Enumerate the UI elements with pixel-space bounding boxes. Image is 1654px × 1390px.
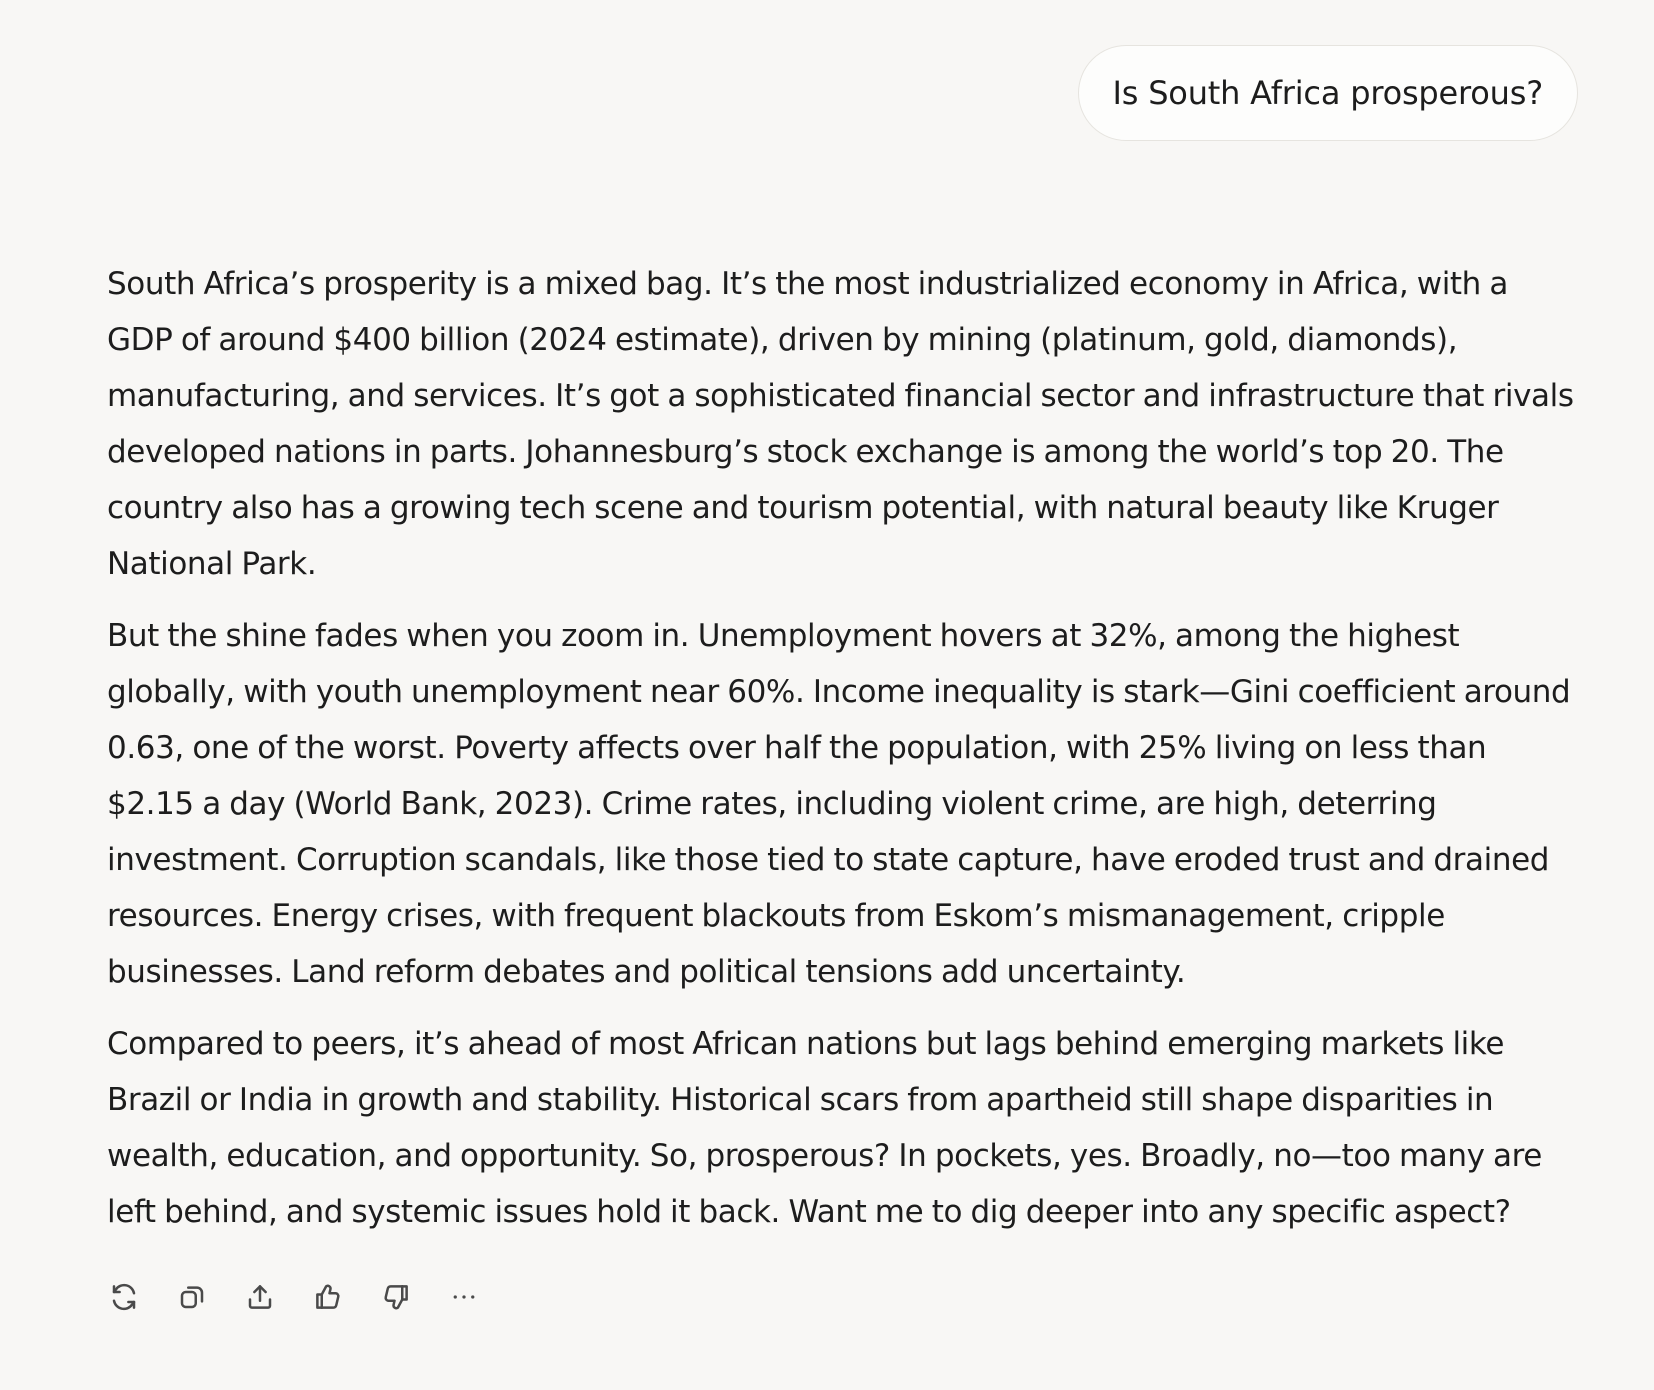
thumbs-up-button[interactable]: [308, 1277, 348, 1317]
more-icon: [449, 1282, 479, 1312]
assistant-response: [107, 256, 1577, 1256]
thumbs-down-button[interactable]: [376, 1277, 416, 1317]
response-paragraph-3: Compared to peers, it’s ahead of most African nations but lags behind emerging markets like Brazil or India in growth and stability. Historical scars from apartheid still shape disparities in wealth, education, and opportunity. So, prosperous? In pockets, yes. Broadly, no—too many are left behind, and systemic issues hold it back. Want me to dig deeper into any specific aspect?: [107, 1026, 1542, 1230]
copy-button[interactable]: [172, 1277, 212, 1317]
thumbs-down-icon: [381, 1282, 411, 1312]
share-icon: [245, 1282, 275, 1312]
copy-icon: [177, 1282, 207, 1312]
thumbs-up-icon: [313, 1282, 343, 1312]
response-paragraph-2: But the shine fades when you zoom in. Unemployment hovers at 32%, among the highest globally, with youth unemployment near 60%. Income inequality is stark—Gini coefficient around 0.63, one of the worst. Poverty affects over half the population, with 25% living on less than $2.15 a day (World Bank, 2023). Crime rates, including violent crime, are high, deterring investment. Corruption scandals, like those tied to state capture, have eroded trust and drained resources. Energy crises, with frequent blackouts from Eskom’s mismanagement, cripple businesses. Land reform debates and political tensions add uncertainty.: [107, 618, 1571, 990]
share-button[interactable]: [240, 1277, 280, 1317]
user-message-bubble: [1078, 45, 1578, 141]
user-message-text: Is South Africa prosperous?: [1112, 74, 1543, 112]
regenerate-button[interactable]: [104, 1277, 144, 1317]
regenerate-icon: [109, 1282, 139, 1312]
more-options-button[interactable]: [444, 1277, 484, 1317]
response-paragraph-1: South Africa’s prosperity is a mixed bag. It’s the most industrialized economy in Africa, with a GDP of around $400 billion (2024 estimate), driven by mining (platinum, gold, diamonds), manufacturing, and services. It’s got a sophisticated financial sector and infrastructure that rivals developed nations in parts. Johannesburg’s stock exchange is among the world’s top 20. The country also has a growing tech scene and tourism potential, with natural beauty like Kruger National Park.: [107, 266, 1574, 582]
response-action-bar: [104, 1277, 484, 1317]
